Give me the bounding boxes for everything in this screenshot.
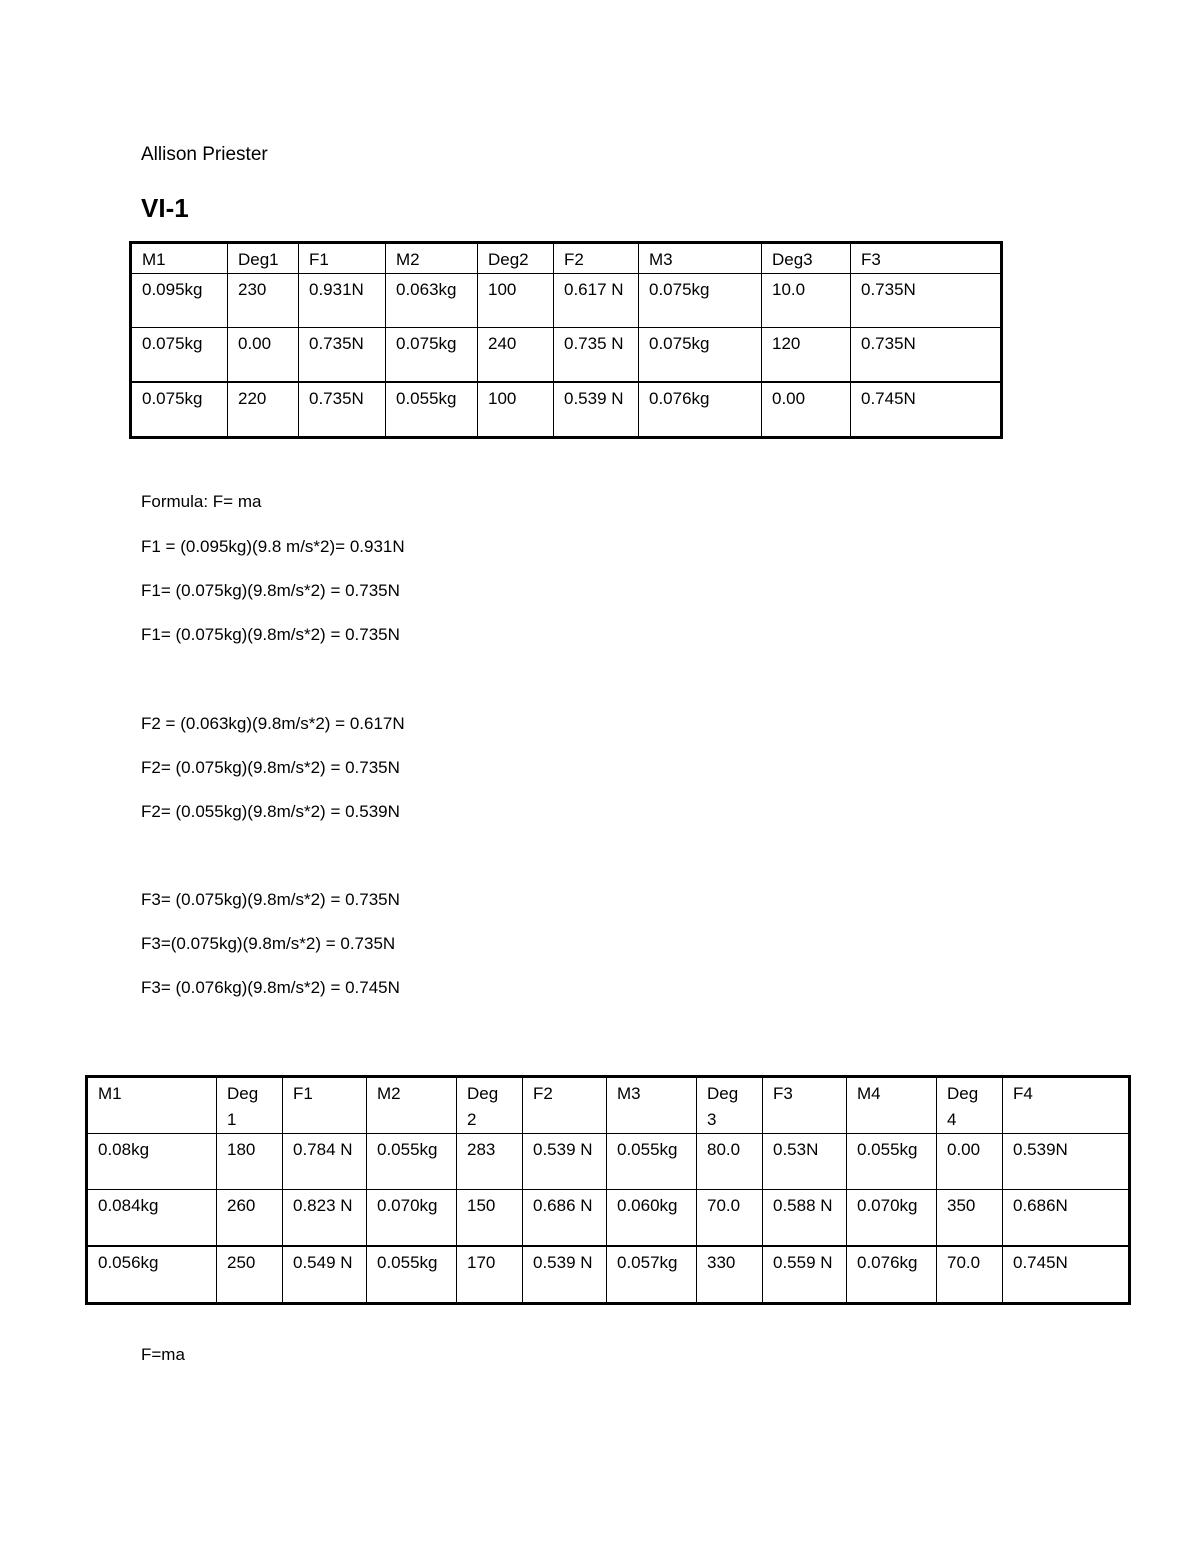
table-cell: 260 <box>217 1190 283 1247</box>
table-cell: 0.539 N <box>523 1134 607 1190</box>
table-cell: 0.095kg <box>131 274 228 328</box>
table-cell: 330 <box>697 1246 763 1304</box>
table-cell: 0.735N <box>299 382 386 438</box>
table-row <box>131 274 1002 328</box>
data-table-2 <box>85 1075 1131 1305</box>
table-cell: 0.055kg <box>367 1134 457 1190</box>
header-cell: F4 <box>1003 1077 1130 1134</box>
header-cell: Deg 1 <box>217 1077 283 1134</box>
table-cell: 0.686N <box>1003 1190 1130 1247</box>
table-cell: 0.735N <box>851 274 1002 328</box>
table-cell: 180 <box>217 1134 283 1190</box>
table-cell: 0.084kg <box>87 1190 217 1247</box>
header-cell: F2 <box>554 243 639 274</box>
data-table-1 <box>129 241 1003 439</box>
header-cell: M4 <box>847 1077 937 1134</box>
author-name: Allison Priester <box>141 144 268 165</box>
table-cell: 0.055kg <box>367 1246 457 1304</box>
table-header-row <box>87 1077 1130 1134</box>
table-row <box>87 1246 1130 1304</box>
table-cell: 0.070kg <box>847 1190 937 1247</box>
table-cell: 0.686 N <box>523 1190 607 1247</box>
header-cell: Deg1 <box>228 243 299 274</box>
formula-line: F2= (0.055kg)(9.8m/s*2) = 0.539N <box>141 802 400 821</box>
table-row <box>87 1134 1130 1190</box>
table-cell: 70.0 <box>937 1246 1003 1304</box>
header-cell: Deg2 <box>478 243 554 274</box>
header-cell: M1 <box>131 243 228 274</box>
table-cell: 220 <box>228 382 299 438</box>
header-cell: F3 <box>763 1077 847 1134</box>
formula-line: F3= (0.075kg)(9.8m/s*2) = 0.735N <box>141 890 400 909</box>
table-cell: 0.549 N <box>283 1246 367 1304</box>
table-cell: 0.055kg <box>386 382 478 438</box>
table-cell: 0.070kg <box>367 1190 457 1247</box>
table-cell: 0.075kg <box>131 382 228 438</box>
table-cell: 350 <box>937 1190 1003 1247</box>
table-cell: 80.0 <box>697 1134 763 1190</box>
table-cell: 0.076kg <box>847 1246 937 1304</box>
table-cell: 170 <box>457 1246 523 1304</box>
header-cell: M1 <box>87 1077 217 1134</box>
formula-line: F1= (0.075kg)(9.8m/s*2) = 0.735N <box>141 625 400 644</box>
table-cell: 283 <box>457 1134 523 1190</box>
table-cell: 120 <box>762 328 851 383</box>
table-cell: 0.588 N <box>763 1190 847 1247</box>
table-row <box>87 1190 1130 1247</box>
table-cell: 230 <box>228 274 299 328</box>
formula-label: Formula: F= ma <box>141 492 262 511</box>
formula-line: F1 = (0.095kg)(9.8 m/s*2)= 0.931N <box>141 537 405 556</box>
table-cell: 0.063kg <box>386 274 478 328</box>
table-cell: 0.075kg <box>639 328 762 383</box>
table-cell: 0.539 N <box>523 1246 607 1304</box>
table-cell: 250 <box>217 1246 283 1304</box>
table-header-row <box>131 243 1002 274</box>
header-cell: F1 <box>283 1077 367 1134</box>
header-cell: F2 <box>523 1077 607 1134</box>
header-cell: F1 <box>299 243 386 274</box>
table-cell: 0.076kg <box>639 382 762 438</box>
table-cell: 0.617 N <box>554 274 639 328</box>
header-cell: M3 <box>639 243 762 274</box>
table-cell: 0.745N <box>1003 1246 1130 1304</box>
footer-formula: F=ma <box>141 1345 185 1364</box>
table-cell: 0.00 <box>228 328 299 383</box>
header-cell: M2 <box>367 1077 457 1134</box>
header-cell: F3 <box>851 243 1002 274</box>
table-cell: 0.00 <box>762 382 851 438</box>
table-cell: 0.075kg <box>639 274 762 328</box>
table-cell: 0.00 <box>937 1134 1003 1190</box>
table-cell: 0.08kg <box>87 1134 217 1190</box>
table-cell: 0.057kg <box>607 1246 697 1304</box>
formula-line: F1= (0.075kg)(9.8m/s*2) = 0.735N <box>141 581 400 600</box>
table-cell: 0.735N <box>299 328 386 383</box>
table-cell: 0.055kg <box>607 1134 697 1190</box>
table-cell: 240 <box>478 328 554 383</box>
header-cell: Deg 2 <box>457 1077 523 1134</box>
table-cell: 100 <box>478 274 554 328</box>
formula-line: F2 = (0.063kg)(9.8m/s*2) = 0.617N <box>141 714 405 733</box>
table-row <box>131 382 1002 438</box>
table-cell: 100 <box>478 382 554 438</box>
table-cell: 10.0 <box>762 274 851 328</box>
table-cell: 0.075kg <box>386 328 478 383</box>
table-cell: 0.075kg <box>131 328 228 383</box>
table-cell: 150 <box>457 1190 523 1247</box>
header-cell: Deg3 <box>762 243 851 274</box>
formula-line: F2= (0.075kg)(9.8m/s*2) = 0.735N <box>141 758 400 777</box>
table-cell: 0.53N <box>763 1134 847 1190</box>
table-cell: 0.823 N <box>283 1190 367 1247</box>
header-cell: Deg 4 <box>937 1077 1003 1134</box>
table-cell: 0.735N <box>851 328 1002 383</box>
table-cell: 0.539 N <box>554 382 639 438</box>
table-cell: 0.055kg <box>847 1134 937 1190</box>
header-cell: M3 <box>607 1077 697 1134</box>
document-title: VI-1 <box>141 193 189 223</box>
table-cell: 0.056kg <box>87 1246 217 1304</box>
table-cell: 0.784 N <box>283 1134 367 1190</box>
table-cell: 0.559 N <box>763 1246 847 1304</box>
table-cell: 0.060kg <box>607 1190 697 1247</box>
table-cell: 0.745N <box>851 382 1002 438</box>
formula-line: F3=(0.075kg)(9.8m/s*2) = 0.735N <box>141 934 396 953</box>
table-cell: 70.0 <box>697 1190 763 1247</box>
table-cell: 0.735 N <box>554 328 639 383</box>
formula-line: F3= (0.076kg)(9.8m/s*2) = 0.745N <box>141 978 400 997</box>
table-row <box>131 328 1002 383</box>
header-cell: M2 <box>386 243 478 274</box>
table-cell: 0.539N <box>1003 1134 1130 1190</box>
header-cell: Deg 3 <box>697 1077 763 1134</box>
table-cell: 0.931N <box>299 274 386 328</box>
